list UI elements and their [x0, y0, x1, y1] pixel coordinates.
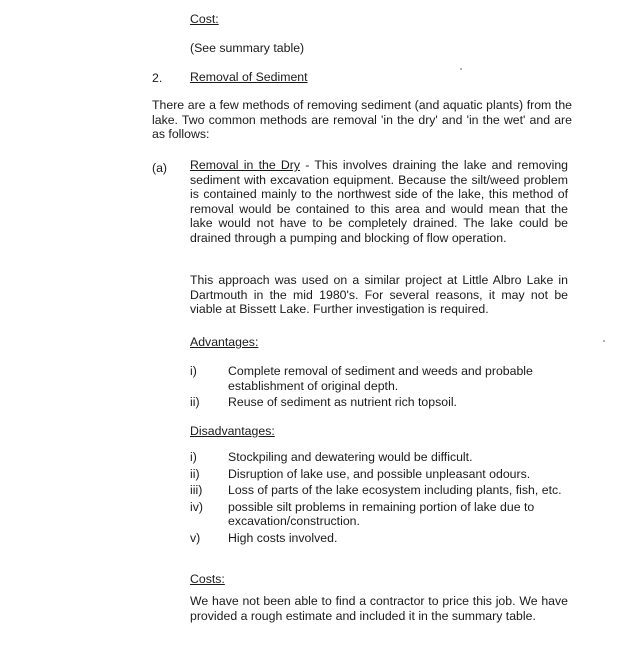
- advantages-list: [190, 364, 568, 410]
- advantages-heading: Advantages:: [190, 335, 259, 349]
- section-number: 2.: [152, 71, 163, 85]
- list-item-text: Disruption of lake use, and possible unpleasant odours.: [228, 466, 531, 481]
- item-a-paragraph: [190, 158, 568, 245]
- cost-heading: Cost:: [190, 12, 219, 26]
- costs-heading: Costs:: [190, 572, 225, 586]
- list-item-text: Loss of parts of the lake ecosystem including plants, fish, etc.: [228, 483, 562, 497]
- list-item: [190, 467, 568, 482]
- list-item-number: iii): [190, 483, 203, 497]
- list-item: [190, 450, 568, 465]
- section-title: Removal of Sediment: [190, 70, 308, 84]
- disadvantages-heading: Disadvantages:: [190, 424, 275, 438]
- list-item-text: Stockpiling and dewatering would be difficult.: [228, 450, 473, 464]
- item-a-title: Removal in the Dry: [190, 158, 301, 172]
- cost-note: (See summary table): [190, 41, 305, 55]
- list-item: [190, 531, 568, 546]
- list-item-number: i): [190, 364, 197, 378]
- list-item-text: possible silt problems in remaining portion of lake due to excavation/construction.: [228, 499, 535, 528]
- list-item: [190, 483, 568, 498]
- list-item-text: Reuse of sediment as nutrient rich topsoil.: [228, 395, 457, 409]
- list-item: [190, 395, 568, 410]
- list-item: [190, 364, 568, 393]
- item-a-para2: This approach was used on a similar project at Little Albro Lake in Dartmouth in the mid 1980's. For several reasons, it may not be viable at Bissett Lake. Further investigation is required.: [190, 273, 568, 316]
- scan-speck: [603, 340, 605, 342]
- list-item-number: ii): [190, 466, 200, 481]
- list-item-number: i): [190, 450, 197, 464]
- list-item-text: High costs involved.: [228, 530, 338, 545]
- list-item-number: ii): [190, 395, 200, 409]
- costs-body: We have not been able to find a contractor to price this job. We have provided a rough estimate and included it in the summary table.: [190, 594, 568, 623]
- section-intro: There are a few methods of removing sediment (and aquatic plants) from the lake. Two common methods are removal 'in the dry' and 'in the wet' and are as follows:: [152, 98, 572, 141]
- list-item: [190, 500, 568, 529]
- list-item-number: v): [190, 530, 201, 545]
- item-a-label: (a): [152, 161, 168, 175]
- list-item-text: Complete removal of sediment and weeds and probable establishment of original depth.: [228, 364, 533, 393]
- item-a-body: - This involves draining the lake and removing sediment with excavation equipment. Because the silt/weed problem is contained mainly to the northwest side of the lake, this method of removal would be contained to this area and would mean that the lake would not have to be completely drained. The lake could be drained through a pumping and blocking of flow operation.: [190, 158, 569, 245]
- disadvantages-list: [190, 450, 568, 545]
- scan-speck: [460, 68, 462, 70]
- list-item-number: iv): [190, 499, 203, 514]
